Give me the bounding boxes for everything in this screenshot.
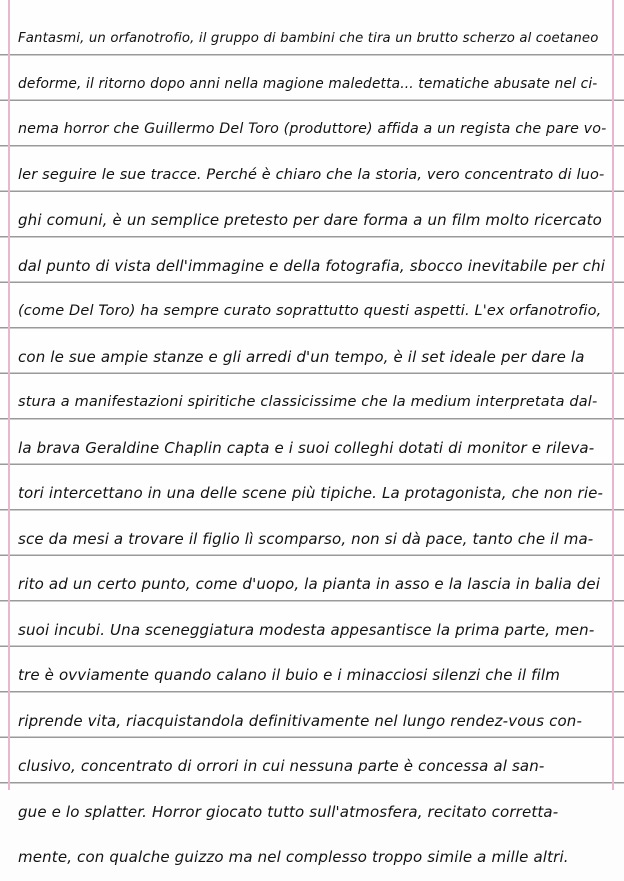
text-line-16: riprende vita, riacquistandola definitivamente nel lungo rendez-vous con- [18, 711, 583, 730]
text-line-2: deforme, il ritorno dopo anni nella magione maledetta... tematiche abusate nel ci- [18, 75, 598, 92]
text-line-15: tre è ovviamente quando calano il buio e i minacciosi silenzi che il film [18, 666, 560, 684]
handwritten-text [18, 16, 606, 881]
text-line-4: ler seguire le sue tracce. Perché è chiaro che la storia, vero concentrato di luo- [18, 166, 605, 183]
text-line-8: con le sue ampie stanze e gli arredi d'un tempo, è il set ideale per dare la [18, 347, 585, 366]
text-line-7: (come Del Toro) ha sempre curato soprattutto questi aspetti. L'ex orfanotrofio, [18, 303, 602, 319]
text-line-11: tori intercettano in una delle scene più tipiche. La protagonista, che non rie- [18, 484, 604, 502]
text-line-19: mente, con qualche guizzo ma nel complesso troppo simile a mille altri. [18, 848, 569, 866]
text-line-3: nema horror che Guillermo Del Toro (produttore) affida a un regista che pare vo- [18, 121, 607, 137]
text-line-12: sce da mesi a trovare il figlio lì scomparso, non si dà pace, tanto che il ma- [18, 529, 594, 548]
left-margin-line [8, 0, 10, 790]
text-line-18: gue e lo splatter. Horror giocato tutto sull'atmosfera, recitato corretta- [18, 802, 559, 821]
text-line-5: ghi comuni, è un semplice pretesto per dare forma a un film molto ricercato [18, 211, 602, 229]
text-line-17: clusivo, concentrato di orrori in cui nessuna parte è concessa al san- [18, 757, 545, 775]
text-line-13: rito ad un certo punto, come d'uopo, la pianta in asso e la lascia in balia dei [18, 575, 601, 593]
text-line-9: stura a manifestazioni spiritiche classicissime che la medium interpretata dal- [18, 394, 598, 410]
text-line-14: suoi incubi. Una sceneggiatura modesta appesantisce la prima parte, men- [18, 620, 595, 639]
text-line-10: la brava Geraldine Chaplin capta e i suoi colleghi dotati di monitor e rileva- [18, 438, 595, 457]
text-line-6: dal punto di vista dell'immagine e della fotografia, sbocco inevitabile per chi [18, 256, 606, 275]
text-line-1: Fantasmi, un orfanotrofio, il gruppo di bambini che tira un brutto scherzo al coetaneo [18, 31, 599, 46]
right-margin-line [612, 0, 614, 790]
